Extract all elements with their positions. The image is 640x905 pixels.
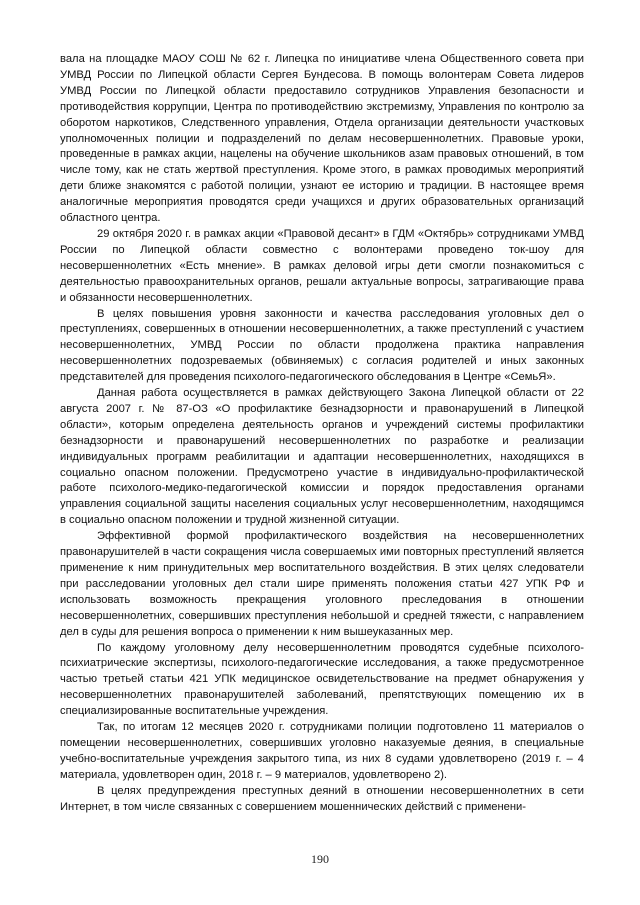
paragraph-1: вала на площадке МАОУ СОШ № 62 г. Липецка по инициативе члена Общественного совета при УМВД России по Липецкой области Сергея Бундесова. В помощь волонтерам Совета лидеров УМВД России по Липецкой области предоставило сотрудников Управления безопасности и противодействия коррупции, Центра по противодействию экстремизму, Управления по контролю за оборотом наркотиков, Следственного управления, Отдела организации деятельности участковых уполномоченных полиции и подразделений по делам несовершеннолетних. Правовые уроки, проведенные в рамках акции, нацелены на обучение школьников азам правовых отношений, в том числе тому, как не стать жертвой преступления. Кроме этого, в рамках проводимых мероприятий дети ближе знакомятся с работой полиции, узнают ее историю и традиции. В настоящее время аналогичные мероприятия проводятся среди учащихся и других образовательных организаций областного центра. (60, 53, 584, 225)
paragraph-4: Данная работа осуществляется в рамках действующего Закона Липецкой области от 22 августа 2007 г. № 87-ОЗ «О профилактике безнадзорности и правонарушений в Липецкой области», которым определена деятельность органов и учреждений системы профилактики безнадзорности и правонарушений несовершеннолетних по разработке и реализации индивидуальных программ реабилитации и адаптации несовершеннолетних, находящихся в социально опасном положении. Предусмотрено участие в индивидуально-профилактической работе психолого-медико-педагогической комиссии и порядок предоставления органами управления социальной защиты населения социальных услуг несовершеннолетним, находящимся в социально опасном положении и трудной жизненной ситуации. (60, 387, 584, 527)
paragraph-3: В целях повышения уровня законности и качества расследования уголовных дел о преступлениях, совершенных в отношении несовершеннолетних, а также преступлений с участием несовершеннолетних, УМВД России по области продолжена практика направления несовершеннолетних подозреваемых (обвиняемых) с согласия родителей и иных законных представителей для проведения психолого-педагогического обследования в Центре «СемьЯ». (60, 307, 584, 384)
document-page (60, 52, 584, 816)
paragraph-5: Эффективной формой профилактического воздействия на несовершеннолетних правонарушителей в части сокращения числа совершаемых ими повторных преступлений является применение к ним принудительных мер воспитательного воздействия. В этих целях следователи при расследовании уголовных дел стали шире применять положения статьи 427 УПК РФ и использовать возможность прекращения уголовного преследования в отношении несовершеннолетних, совершивших преступления небольшой и средней тяжести, с направлением дел в суды для решения вопроса о применении к ним вышеуказанных мер. (60, 530, 584, 638)
paragraph-2: 29 октября 2020 г. в рамках акции «Правовой десант» в ГДМ «Октябрь» сотрудниками УМВД России по Липецкой области совместно с волонтерами проведено ток-шоу для несовершеннолетних «Есть мнение». В рамках деловой игры дети смогли познакомиться с деятельностью правоохранительных органов, решали актуальные вопросы, затрагивающие права и обязанности несовершеннолетних. (60, 227, 584, 304)
page-number: 190 (311, 852, 329, 866)
paragraph-8: В целях предупреждения преступных деяний в отношении несовершеннолетних в сети Интернет, в том числе связанных с совершением мошеннических действий с применени- (60, 784, 584, 813)
paragraph-6: По каждому уголовному делу несовершеннолетним проводятся судебные психолого-психиатрические экспертизы, психолого-педагогические исследования, а также предусмотренное частью третьей статьи 421 УПК медицинское освидетельствование на предмет обнаружения у несовершеннолетних правонарушителей заболеваний, препятствующих помещению их в специализированные воспитательные учреждения. (60, 641, 584, 718)
paragraph-7: Так, по итогам 12 месяцев 2020 г. сотрудниками полиции подготовлено 11 материалов о помещении несовершеннолетних, совершивших уголовно наказуемые деяния, в специальные учебно-воспитательные учреждения закрытого типа, из них 8 судами удовлетворено (2019 г. – 4 материала, удовлетворен один, 2018 г. – 9 материалов, удовлетворено 2). (60, 721, 584, 781)
